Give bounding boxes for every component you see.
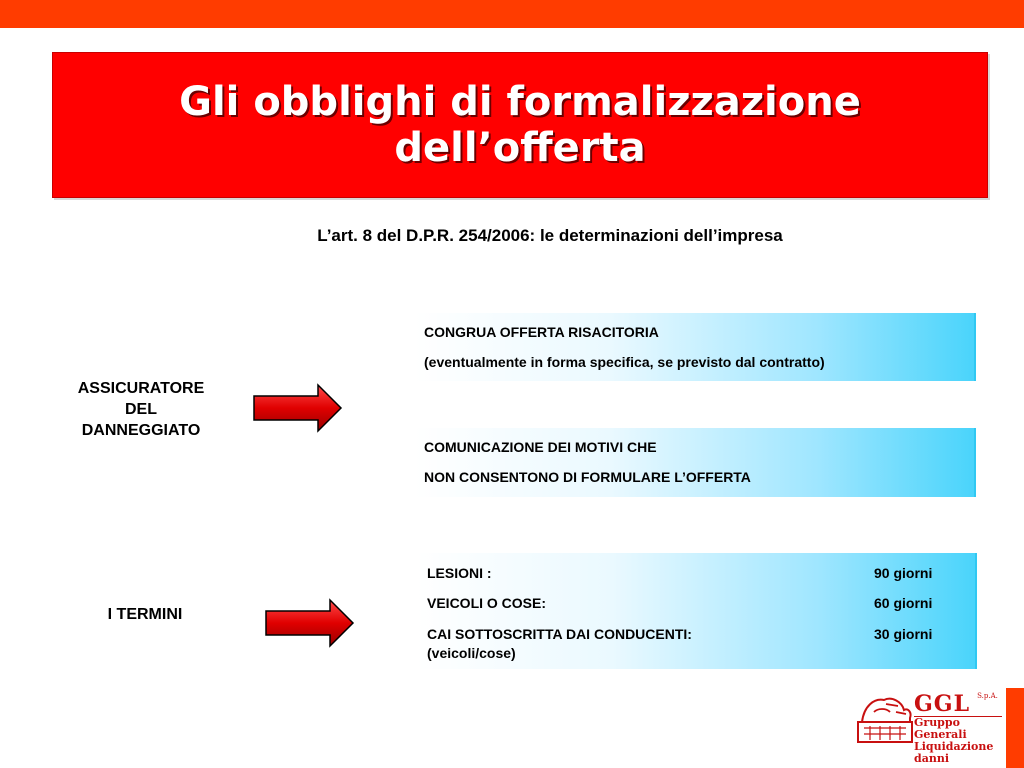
- logo-text: [914, 692, 1002, 765]
- right-arrow-icon: [264, 598, 356, 648]
- insurer-label-line-3: DANNEGGIATO: [81, 422, 201, 439]
- term-row-label: LESIONI :: [427, 565, 492, 581]
- offer-line-2: (eventualmente in forma specifica, se previsto dal contratto): [424, 354, 825, 370]
- insurer-label: [58, 378, 224, 441]
- insurer-label-line-1: ASSICURATORE: [77, 380, 205, 397]
- term-row-note: (veicoli/cose): [427, 645, 516, 661]
- reasons-line-1: COMUNICAZIONE DEI MOTIVI CHE: [424, 439, 657, 455]
- offer-line-1: CONGRUA OFFERTA RISACITORIA: [424, 324, 659, 340]
- right-arrow-icon: [252, 383, 344, 433]
- terms-box: [417, 553, 977, 669]
- insurer-label-line-2: DEL: [125, 401, 157, 418]
- terms-label: I TERMINI: [107, 606, 183, 623]
- logo-suffix: S.p.A.: [977, 692, 998, 700]
- ggl-logo: [856, 691, 1002, 765]
- term-row: [427, 595, 965, 611]
- corner-color-strip: [1006, 688, 1024, 768]
- slide-title-line-2: dell’offerta: [394, 125, 646, 171]
- title-banner: [52, 52, 988, 198]
- offer-box: [415, 313, 976, 381]
- slide-subtitle: L’art. 8 del D.P.R. 254/2006: le determinazioni dell’impresa: [317, 226, 783, 245]
- logo-line-2: Liquidazione danni: [914, 740, 994, 765]
- term-row: [427, 565, 965, 581]
- slide-title-line-1: Gli obblighi di formalizzazione: [179, 79, 861, 125]
- logo-line-1: Gruppo Generali: [914, 716, 1002, 741]
- term-row-label: CAI SOTTOSCRITTA DAI CONDUCENTI:: [427, 626, 692, 642]
- logo-brand: GGL: [914, 691, 971, 717]
- reasons-box: [415, 428, 976, 497]
- term-row-days: 30 giorni: [874, 626, 933, 642]
- term-row-label: VEICOLI O COSE:: [427, 595, 547, 611]
- top-color-band: [0, 0, 1024, 28]
- term-row-days: 90 giorni: [874, 565, 933, 581]
- term-row-days: 60 giorni: [874, 595, 933, 611]
- term-row: [427, 626, 965, 642]
- lion-emblem-icon: [856, 692, 914, 746]
- slide-title: [179, 79, 861, 171]
- reasons-line-2: NON CONSENTONO DI FORMULARE L’OFFERTA: [424, 469, 751, 485]
